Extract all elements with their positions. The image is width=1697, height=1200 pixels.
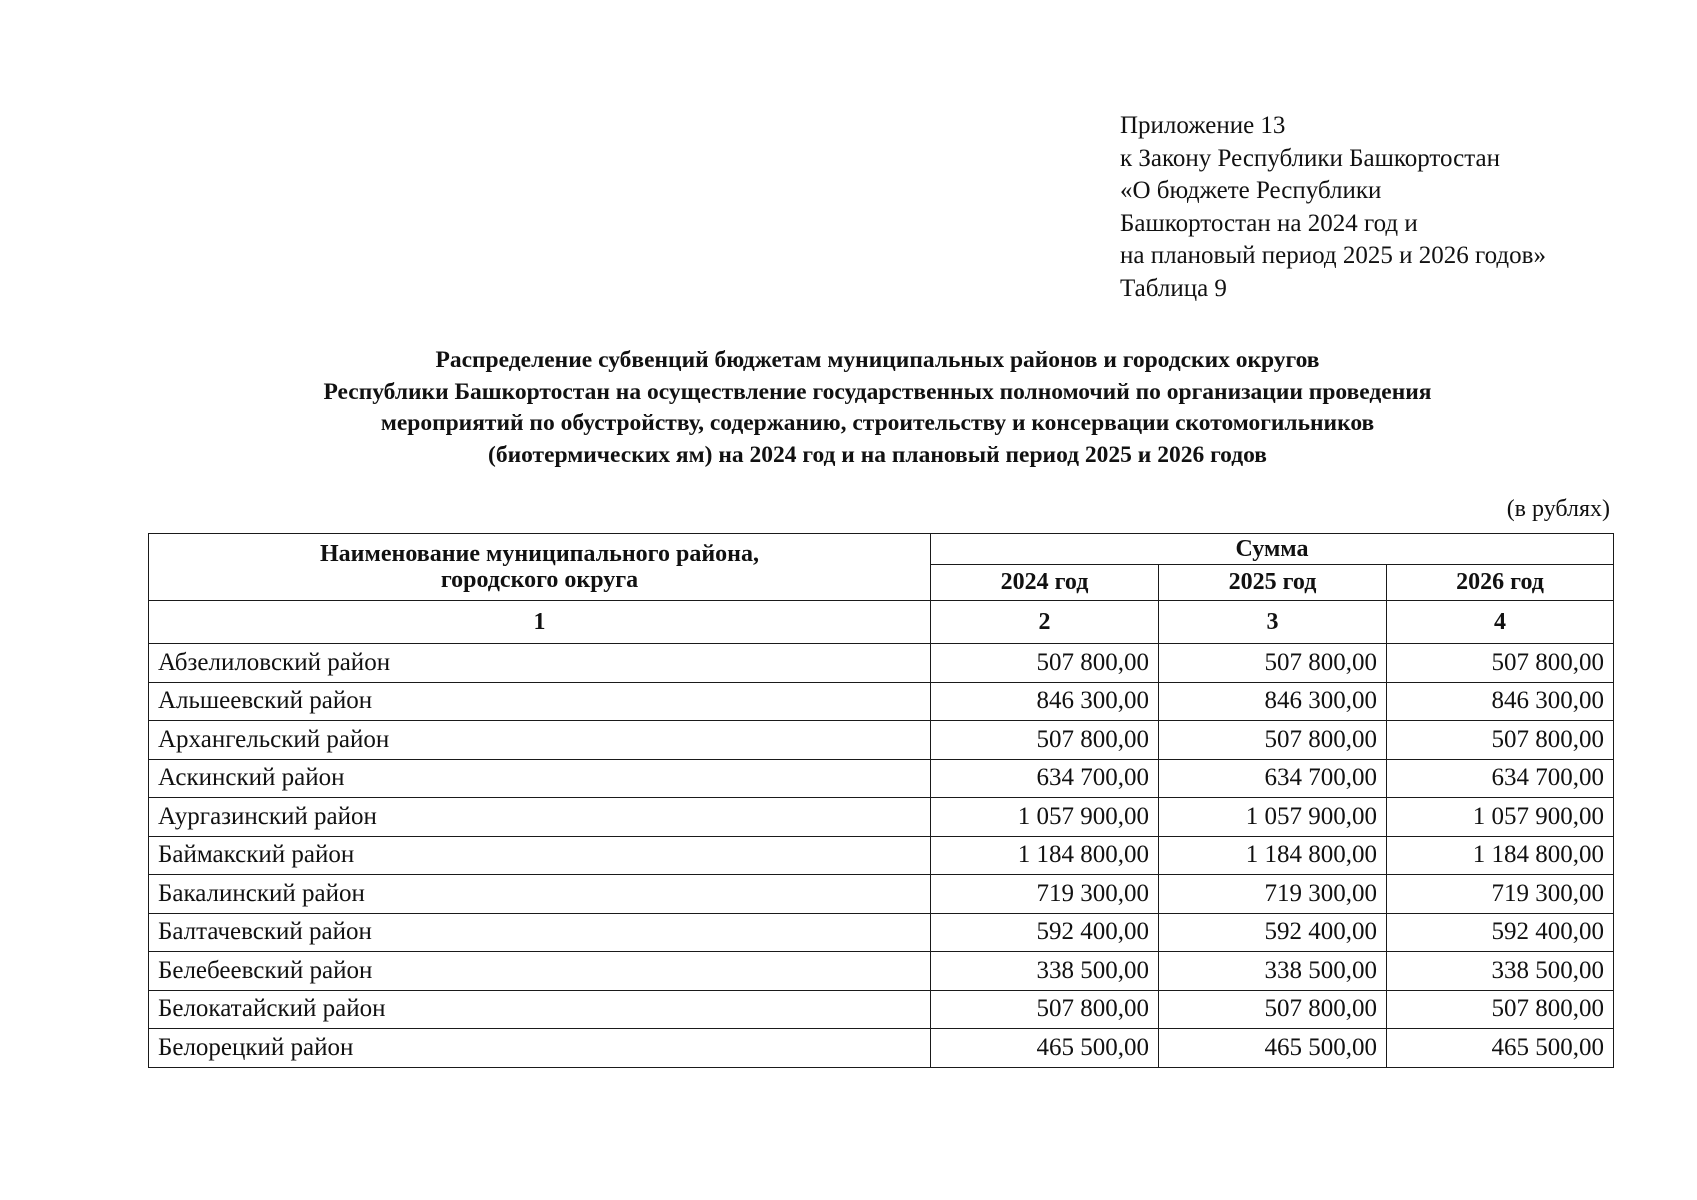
title-line: Республики Башкортостан на осуществление государственных полномочий по организации проведения: [323, 378, 1432, 405]
amount-2024: 592 400,00: [931, 913, 1159, 952]
amount-2025: 507 800,00: [1159, 644, 1387, 683]
district-name: Белебеевский район: [149, 952, 931, 991]
district-name: Аургазинский район: [149, 798, 931, 837]
table-row: [149, 759, 1614, 798]
amount-2024: 634 700,00: [931, 759, 1159, 798]
amount-2026: 507 800,00: [1387, 990, 1614, 1029]
document-title: [150, 345, 1605, 471]
column-number: 4: [1387, 601, 1614, 644]
table-row: [149, 875, 1614, 914]
amount-2026: 1 057 900,00: [1387, 798, 1614, 837]
table-row: [149, 836, 1614, 875]
appendix-line: «О бюджете Республики: [1120, 177, 1382, 204]
district-name: Абзелиловский район: [149, 644, 931, 683]
amount-2025: 1 184 800,00: [1159, 836, 1387, 875]
appendix-line: к Закону Республики Башкортостан: [1120, 144, 1500, 172]
amount-2025: 465 500,00: [1159, 1029, 1387, 1068]
amount-2024: 719 300,00: [931, 875, 1159, 914]
amount-2025: 846 300,00: [1159, 682, 1387, 721]
amount-2025: 1 057 900,00: [1159, 798, 1387, 837]
table-row: [149, 990, 1614, 1029]
title-line: мероприятий по обустройству, содержанию, строительству и консервации скотомогильников: [380, 410, 1375, 436]
appendix-reference: [1120, 110, 1546, 305]
appendix-line: на плановый период 2025 и 2026 годов»: [1120, 242, 1546, 269]
table-row: [149, 1029, 1614, 1068]
amount-2025: 507 800,00: [1159, 721, 1387, 760]
amount-2025: 507 800,00: [1159, 990, 1387, 1029]
amount-2026: 507 800,00: [1387, 644, 1614, 683]
table-row: [149, 952, 1614, 991]
header-year-2026: 2026 год: [1387, 564, 1614, 600]
amount-2024: 338 500,00: [931, 952, 1159, 991]
table-row: [149, 721, 1614, 760]
amount-2024: 507 800,00: [931, 644, 1159, 683]
table-row: [149, 798, 1614, 837]
header-name-line: Наименование муниципального района,: [320, 541, 759, 567]
district-name: Баймакский район: [149, 836, 931, 875]
amount-2024: 507 800,00: [931, 990, 1159, 1029]
header-year-2025: 2025 год: [1159, 564, 1387, 600]
title-line: Распределение субвенций бюджетам муниципальных районов и городских округов: [435, 347, 1320, 373]
amount-2024: 846 300,00: [931, 682, 1159, 721]
title-line: (биотермических ям) на 2024 год и на плановый период 2025 и 2026 годов: [488, 441, 1267, 468]
amount-2024: 465 500,00: [931, 1029, 1159, 1068]
amount-2026: 1 184 800,00: [1387, 836, 1614, 875]
district-name: Бакалинский район: [149, 875, 931, 914]
table-row: [149, 913, 1614, 952]
table-row: [149, 644, 1614, 683]
header-name-cell: [149, 534, 931, 601]
amount-2026: 634 700,00: [1387, 759, 1614, 798]
amount-2026: 465 500,00: [1387, 1029, 1614, 1068]
amount-2026: 338 500,00: [1387, 952, 1614, 991]
header-name-line: городского округа: [440, 567, 639, 593]
units-label: (в рублях): [1506, 496, 1610, 522]
column-number: 1: [149, 601, 931, 644]
amount-2025: 592 400,00: [1159, 913, 1387, 952]
amount-2024: 1 184 800,00: [931, 836, 1159, 875]
district-name: Аскинский район: [149, 759, 931, 798]
amount-2024: 1 057 900,00: [931, 798, 1159, 837]
amount-2026: 592 400,00: [1387, 913, 1614, 952]
district-name: Архангельский район: [149, 721, 931, 760]
appendix-line: Приложение 13: [1120, 112, 1286, 139]
amount-2026: 846 300,00: [1387, 682, 1614, 721]
column-number: 2: [931, 601, 1159, 644]
amount-2026: 719 300,00: [1387, 875, 1614, 914]
subventions-table: [148, 533, 1614, 1068]
amount-2025: 719 300,00: [1159, 875, 1387, 914]
amount-2025: 634 700,00: [1159, 759, 1387, 798]
district-name: Белорецкий район: [149, 1029, 931, 1068]
district-name: Белокатайский район: [149, 990, 931, 1029]
column-number: 3: [1159, 601, 1387, 644]
amount-2026: 507 800,00: [1387, 721, 1614, 760]
header-year-2024: 2024 год: [931, 564, 1159, 600]
amount-2025: 338 500,00: [1159, 952, 1387, 991]
appendix-line: Таблица 9: [1120, 274, 1227, 302]
table-row: [149, 682, 1614, 721]
district-name: Балтачевский район: [149, 913, 931, 952]
amount-2024: 507 800,00: [931, 721, 1159, 760]
district-name: Альшеевский район: [149, 682, 931, 721]
header-sum: Сумма: [931, 534, 1614, 565]
appendix-line: Башкортостан на 2024 год и: [1120, 209, 1418, 237]
